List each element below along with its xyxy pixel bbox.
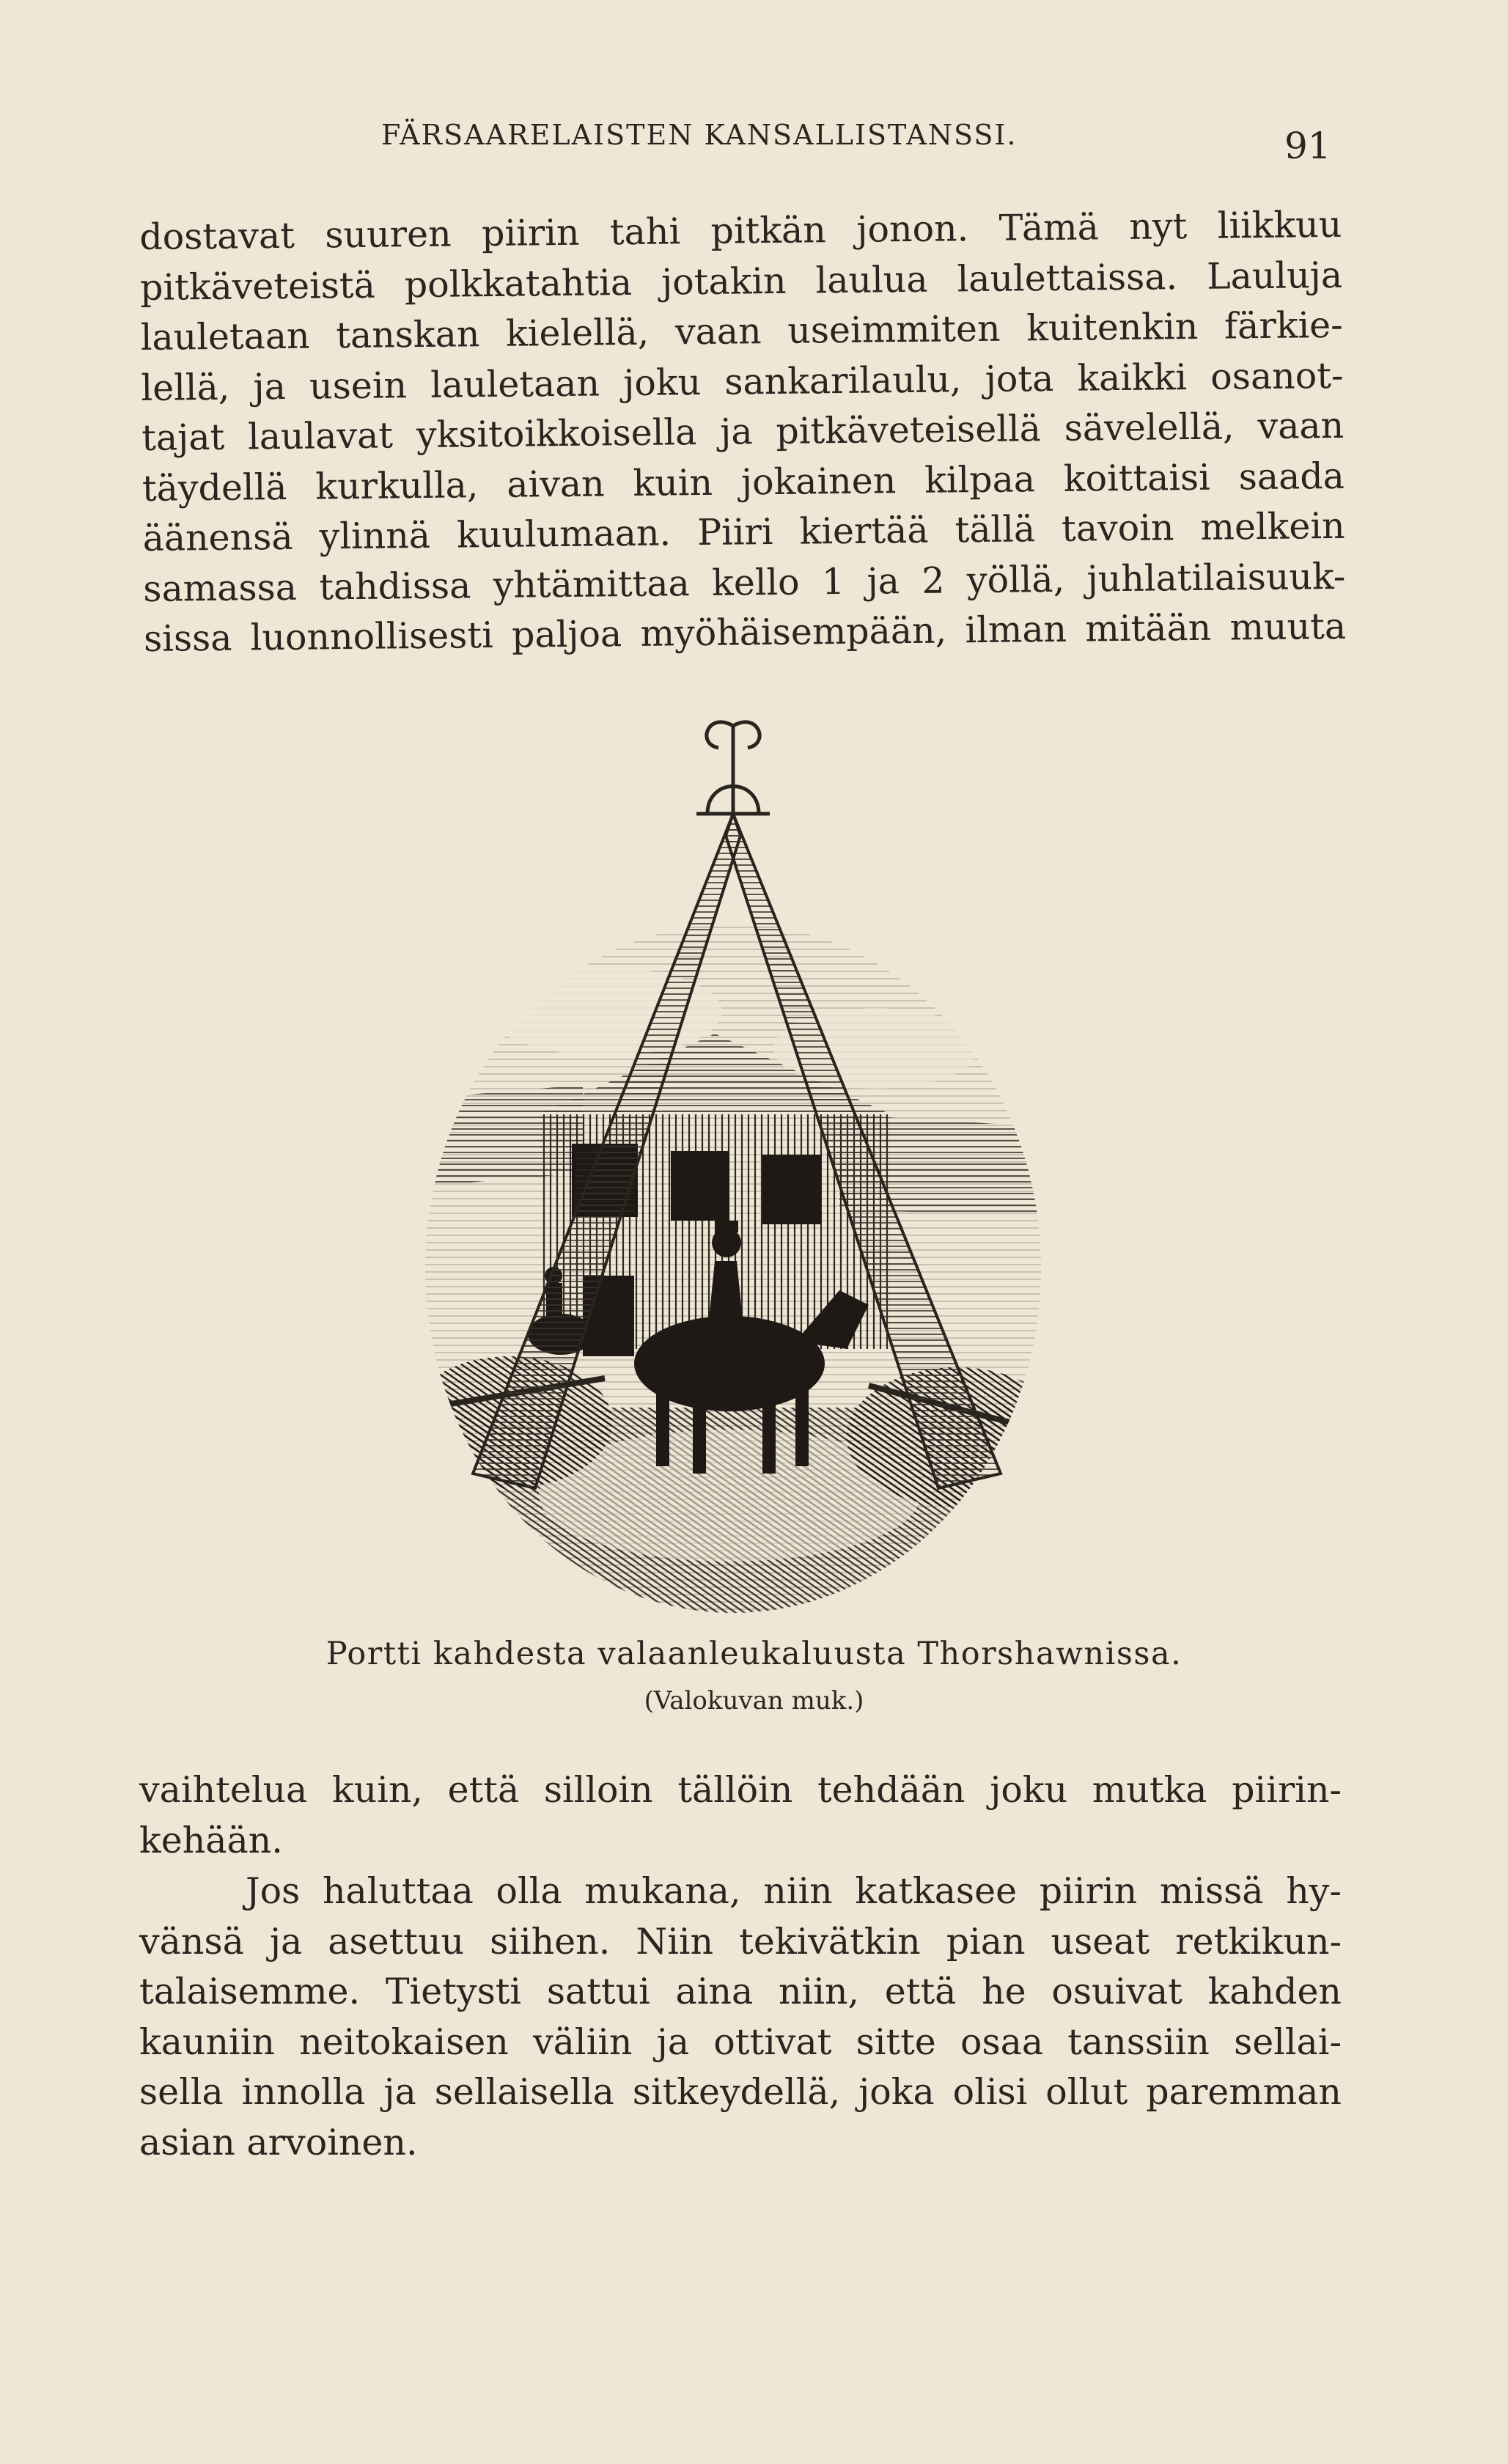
paragraph-2 [139, 1765, 1342, 1866]
text-line: asian arvoinen. [139, 2121, 418, 2163]
ornament-finial [696, 722, 770, 814]
text-line: samassa tahdissa yhtämittaa kello 1 ja 2 yöllä, juhlatilaisuuk- [143, 555, 1346, 610]
page-number: 91 [1284, 125, 1331, 167]
text-line: kehään. [139, 1819, 283, 1861]
text-line: sissa luonnollisesti paljoa myöhäisempään, ilman mitään muuta [143, 605, 1347, 660]
text-line: lauletaan tanskan kielellä, vaan useimmiten kuitenkin färkie- [140, 304, 1343, 358]
text-line: vaihtelua kuin, että silloin tällöin tehdään joku mutka piirin- [139, 1769, 1342, 1811]
paragraph-1 [139, 200, 1346, 665]
text-line: sella innolla ja sellaisella sitkeydellä, joka olisi ollut paremman [139, 2071, 1342, 2113]
engraving-scene [363, 887, 1103, 1635]
text-line: täydellä kurkulla, aivan kuin jokainen kilpaa koittaisi saada [141, 455, 1345, 510]
text-line: Jos haluttaa olla mukana, niin katkasee piirin missä hy- [246, 1870, 1342, 1912]
paragraph-3 [139, 1867, 1342, 2168]
running-header: FÄRSAARELAISTEN KANSALLISTANSSI. [381, 119, 1018, 151]
text-line: kauniin neitokaisen väliin ja ottivat sitte osaa tanssiin sellai- [139, 2020, 1342, 2063]
text-line: lellä, ja usein lauletaan joku sankarilaulu, jota kaikki osanot- [141, 354, 1344, 409]
text-line: äänensä ylinnä kuulumaan. Piiri kiertää tällä tavoin melkein [142, 504, 1345, 559]
text-line: dostavat suuren piirin tahi pitkän jonon. Tämä nyt liikkuu [139, 203, 1342, 258]
figure-caption: Portti kahdesta valaanleukaluusta Thorshawnissa. [325, 1636, 1183, 1672]
whalebone-gate-illustration [363, 704, 1103, 1635]
text-line: vänsä ja asettuu siihen. Niin tekivätkin pian useat retkikun- [139, 1920, 1342, 1963]
text-line: pitkäveteistä polkkatahtia jotakin laulua laulettaissa. Lauluja [139, 254, 1343, 309]
text-line: tajat laulavat yksitoikkoisella ja pitkäveteisellä sävelellä, vaan [141, 404, 1345, 459]
figure-credit: (Valokuvan muk.) [644, 1686, 864, 1715]
text-line: talaisemme. Tietysti sattui aina niin, että he osuivat kahden [139, 1971, 1342, 2012]
